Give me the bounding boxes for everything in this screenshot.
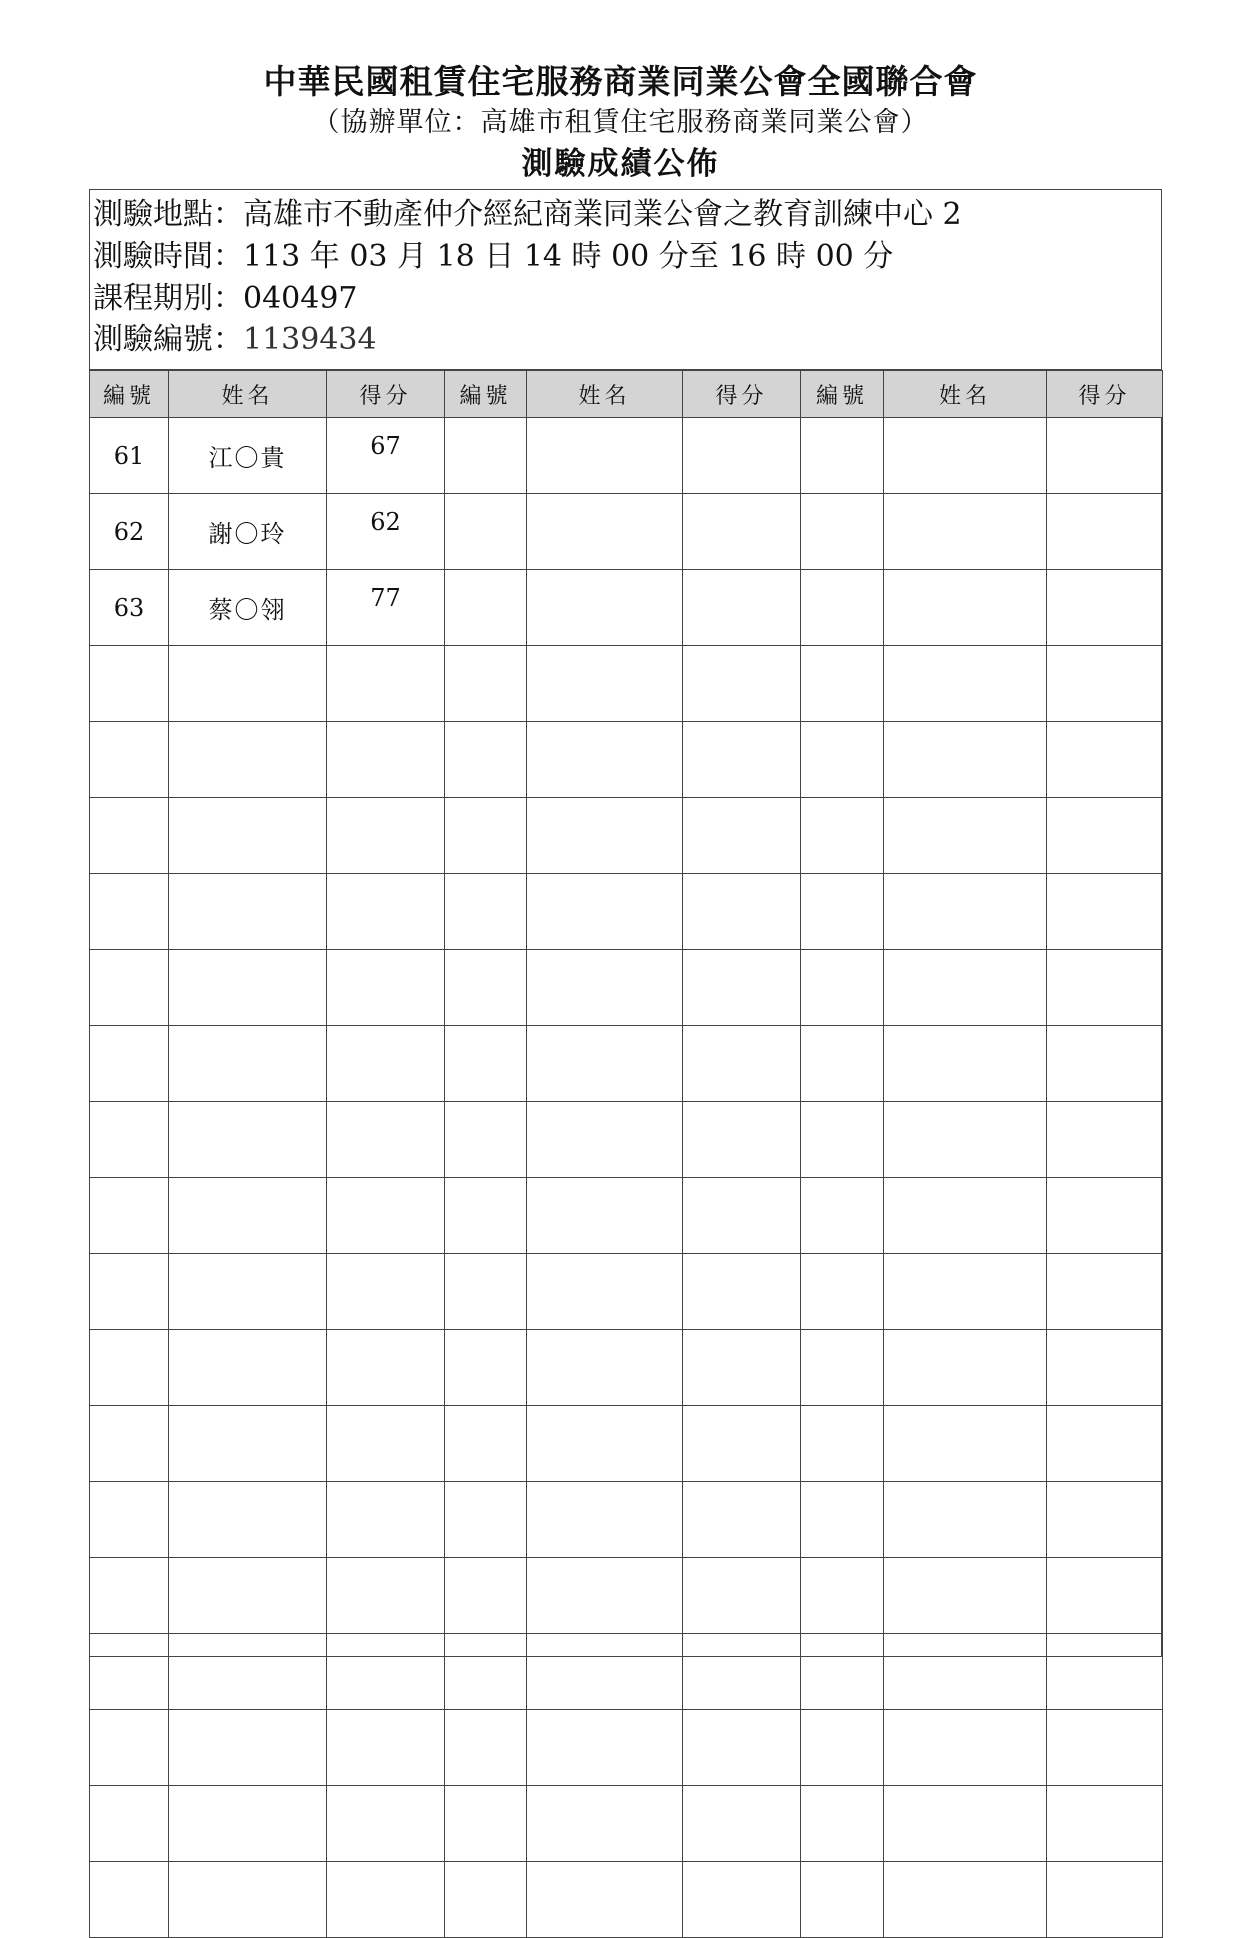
score-cell [327, 874, 445, 950]
name-cell [169, 1254, 327, 1330]
name-cell [884, 646, 1047, 722]
number-cell [801, 570, 884, 646]
number-cell: 62 [90, 494, 169, 570]
number-cell [801, 1406, 884, 1482]
number-cell [90, 1330, 169, 1406]
name-cell [527, 494, 683, 570]
number-cell [801, 1178, 884, 1254]
score-cell [683, 950, 801, 1026]
name-cell [884, 1634, 1047, 1710]
table-row [90, 418, 1163, 494]
table-header-row [90, 371, 1163, 418]
number-cell [801, 874, 884, 950]
score-cell [1047, 1786, 1163, 1862]
name-cell [169, 1862, 327, 1938]
score-cell [683, 494, 801, 570]
score-cell [1047, 1406, 1163, 1482]
number-cell [801, 1862, 884, 1938]
scores-table [89, 370, 1163, 1938]
course-label: 課程期別： [93, 281, 243, 316]
number-cell [90, 1634, 169, 1710]
course-value: 040497 [243, 281, 358, 316]
number-cell [90, 1254, 169, 1330]
number-cell [445, 1026, 527, 1102]
name-cell [884, 1254, 1047, 1330]
exam-number-label: 測驗編號： [93, 322, 243, 357]
table-row [90, 494, 1163, 570]
name-cell [884, 1710, 1047, 1786]
exam-number-value: 1139434 [243, 322, 377, 357]
table-row [90, 1862, 1163, 1938]
time-label: 測驗時間： [93, 239, 243, 274]
score-cell [327, 1254, 445, 1330]
name-cell [884, 1862, 1047, 1938]
number-cell [90, 1178, 169, 1254]
name-cell [884, 570, 1047, 646]
number-cell [90, 950, 169, 1026]
table-row [90, 874, 1163, 950]
score-cell [683, 1786, 801, 1862]
score-cell [683, 1406, 801, 1482]
name-cell [527, 1406, 683, 1482]
table-row [90, 1330, 1163, 1406]
score-cell [683, 1710, 801, 1786]
score-cell [327, 1634, 445, 1710]
number-cell [445, 1634, 527, 1710]
header-score: 得分 [1047, 371, 1163, 418]
number-cell [90, 1102, 169, 1178]
score-cell [327, 1862, 445, 1938]
score-cell [327, 1710, 445, 1786]
number-cell [445, 1406, 527, 1482]
name-cell [527, 1254, 683, 1330]
score-cell [683, 1482, 801, 1558]
name-cell [884, 950, 1047, 1026]
number-cell [445, 1178, 527, 1254]
score-cell [683, 646, 801, 722]
header-number: 編號 [801, 371, 884, 418]
score-cell [683, 1026, 801, 1102]
number-cell [445, 1330, 527, 1406]
time-row [93, 237, 893, 277]
score-cell [327, 1482, 445, 1558]
name-cell [884, 798, 1047, 874]
table-row [90, 646, 1163, 722]
number-cell [445, 874, 527, 950]
table-row [90, 798, 1163, 874]
name-cell [169, 646, 327, 722]
number-cell [445, 722, 527, 798]
number-cell [90, 722, 169, 798]
organization-title: 中華民國租賃住宅服務商業同業公會全國聯合會 [263, 62, 978, 101]
name-cell [527, 418, 683, 494]
score-cell [1047, 646, 1163, 722]
score-cell [327, 1102, 445, 1178]
score-cell [1047, 1862, 1163, 1938]
score-cell [327, 1026, 445, 1102]
table-row [90, 1558, 1163, 1634]
name-cell: 謝〇玲 [169, 494, 327, 570]
header-name: 姓名 [884, 371, 1047, 418]
number-cell: 63 [90, 570, 169, 646]
score-cell [683, 1254, 801, 1330]
header-name: 姓名 [527, 371, 683, 418]
number-cell [801, 1330, 884, 1406]
location-label: 測驗地點： [93, 197, 243, 232]
number-cell [90, 798, 169, 874]
name-cell [884, 1178, 1047, 1254]
number-cell [801, 646, 884, 722]
score-cell [683, 1102, 801, 1178]
header-number: 編號 [90, 371, 169, 418]
score-cell: 62 [327, 494, 445, 570]
name-cell [884, 1026, 1047, 1102]
score-cell [683, 1330, 801, 1406]
table-row [90, 570, 1163, 646]
table-row [90, 1634, 1163, 1710]
score-cell [1047, 570, 1163, 646]
score-cell [1047, 722, 1163, 798]
number-cell [90, 646, 169, 722]
name-cell [527, 1862, 683, 1938]
name-cell [169, 1482, 327, 1558]
location-row [93, 195, 962, 235]
header-name: 姓名 [169, 371, 327, 418]
number-cell [445, 646, 527, 722]
score-cell [683, 418, 801, 494]
number-cell [801, 1026, 884, 1102]
table-row [90, 1786, 1163, 1862]
co-organizer-line: （協辦單位：高雄市租賃住宅服務商業同業公會） [312, 107, 929, 138]
number-cell [90, 1406, 169, 1482]
name-cell: 江〇貴 [169, 418, 327, 494]
name-cell [527, 1330, 683, 1406]
score-cell [683, 722, 801, 798]
number-cell [90, 1786, 169, 1862]
name-cell [527, 1026, 683, 1102]
score-cell [327, 722, 445, 798]
name-cell [169, 1330, 327, 1406]
name-cell [527, 950, 683, 1026]
number-cell [801, 1482, 884, 1558]
name-cell [527, 1786, 683, 1862]
score-cell [327, 1786, 445, 1862]
table-row [90, 1710, 1163, 1786]
number-cell [445, 1102, 527, 1178]
number-cell [801, 1634, 884, 1710]
number-cell: 61 [90, 418, 169, 494]
table-row [90, 1178, 1163, 1254]
number-cell [445, 494, 527, 570]
score-cell [1047, 1482, 1163, 1558]
score-cell [327, 798, 445, 874]
header-score: 得分 [683, 371, 801, 418]
name-cell [169, 1102, 327, 1178]
name-cell [169, 1786, 327, 1862]
exam-info-block [89, 189, 1162, 370]
score-cell [683, 874, 801, 950]
number-cell [445, 1254, 527, 1330]
name-cell [169, 1026, 327, 1102]
name-cell [527, 1634, 683, 1710]
table-row [90, 1254, 1163, 1330]
name-cell [884, 1102, 1047, 1178]
location-value: 高雄市不動產仲介經紀商業同業公會之教育訓練中心 2 [243, 197, 962, 232]
score-cell [327, 1558, 445, 1634]
score-cell [1047, 494, 1163, 570]
score-cell [1047, 1558, 1163, 1634]
number-cell [801, 950, 884, 1026]
score-cell [683, 1862, 801, 1938]
table-row [90, 950, 1163, 1026]
score-cell [683, 570, 801, 646]
number-cell [801, 1102, 884, 1178]
number-cell [801, 1710, 884, 1786]
score-cell [1047, 1634, 1163, 1710]
number-cell [801, 494, 884, 570]
name-cell [527, 874, 683, 950]
score-cell [1047, 418, 1163, 494]
name-cell [527, 1710, 683, 1786]
number-cell [90, 874, 169, 950]
score-cell: 77 [327, 570, 445, 646]
number-cell [90, 1862, 169, 1938]
score-cell [327, 1178, 445, 1254]
name-cell [527, 1558, 683, 1634]
number-cell [90, 1558, 169, 1634]
score-cell [1047, 874, 1163, 950]
name-cell: 蔡〇翎 [169, 570, 327, 646]
score-cell [683, 1634, 801, 1710]
score-cell [1047, 1102, 1163, 1178]
name-cell [169, 1178, 327, 1254]
name-cell [169, 950, 327, 1026]
header-number: 編號 [445, 371, 527, 418]
number-cell [801, 1254, 884, 1330]
name-cell [169, 874, 327, 950]
score-cell [683, 1558, 801, 1634]
name-cell [169, 722, 327, 798]
score-cell [1047, 1026, 1163, 1102]
number-cell [90, 1482, 169, 1558]
table-row [90, 1102, 1163, 1178]
number-cell [445, 1482, 527, 1558]
name-cell [884, 494, 1047, 570]
score-cell: 67 [327, 418, 445, 494]
score-cell [1047, 1254, 1163, 1330]
number-cell [801, 418, 884, 494]
name-cell [169, 798, 327, 874]
table-row [90, 1026, 1163, 1102]
number-cell [90, 1710, 169, 1786]
number-cell [801, 1786, 884, 1862]
number-cell [445, 570, 527, 646]
exam-number-row [93, 320, 377, 360]
name-cell [884, 1406, 1047, 1482]
course-row [93, 279, 358, 319]
name-cell [527, 1482, 683, 1558]
name-cell [527, 570, 683, 646]
name-cell [884, 874, 1047, 950]
name-cell [884, 1558, 1047, 1634]
number-cell [801, 798, 884, 874]
score-cell [1047, 1330, 1163, 1406]
name-cell [527, 722, 683, 798]
name-cell [884, 418, 1047, 494]
name-cell [527, 798, 683, 874]
name-cell [884, 1786, 1047, 1862]
name-cell [527, 1178, 683, 1254]
number-cell [445, 1710, 527, 1786]
name-cell [884, 722, 1047, 798]
name-cell [884, 1330, 1047, 1406]
name-cell [169, 1710, 327, 1786]
score-cell [1047, 798, 1163, 874]
number-cell [445, 1786, 527, 1862]
number-cell [445, 1558, 527, 1634]
header-score: 得分 [327, 371, 445, 418]
number-cell [445, 418, 527, 494]
score-cell [327, 1330, 445, 1406]
name-cell [527, 646, 683, 722]
score-cell [327, 950, 445, 1026]
time-value: 113 年 03 月 18 日 14 時 00 分至 16 時 00 分 [243, 239, 894, 274]
score-cell [1047, 1178, 1163, 1254]
page-title: 測驗成績公佈 [521, 146, 720, 182]
score-cell [683, 798, 801, 874]
number-cell [801, 722, 884, 798]
table-row [90, 1482, 1163, 1558]
name-cell [884, 1482, 1047, 1558]
score-cell [1047, 950, 1163, 1026]
name-cell [169, 1406, 327, 1482]
score-cell [327, 1406, 445, 1482]
number-cell [445, 950, 527, 1026]
name-cell [169, 1558, 327, 1634]
name-cell [527, 1102, 683, 1178]
number-cell [445, 1862, 527, 1938]
name-cell [169, 1634, 327, 1710]
number-cell [90, 1026, 169, 1102]
table-row [90, 1406, 1163, 1482]
score-cell [327, 646, 445, 722]
number-cell [801, 1558, 884, 1634]
table-row [90, 722, 1163, 798]
score-cell [1047, 1710, 1163, 1786]
number-cell [445, 798, 527, 874]
score-cell [683, 1178, 801, 1254]
